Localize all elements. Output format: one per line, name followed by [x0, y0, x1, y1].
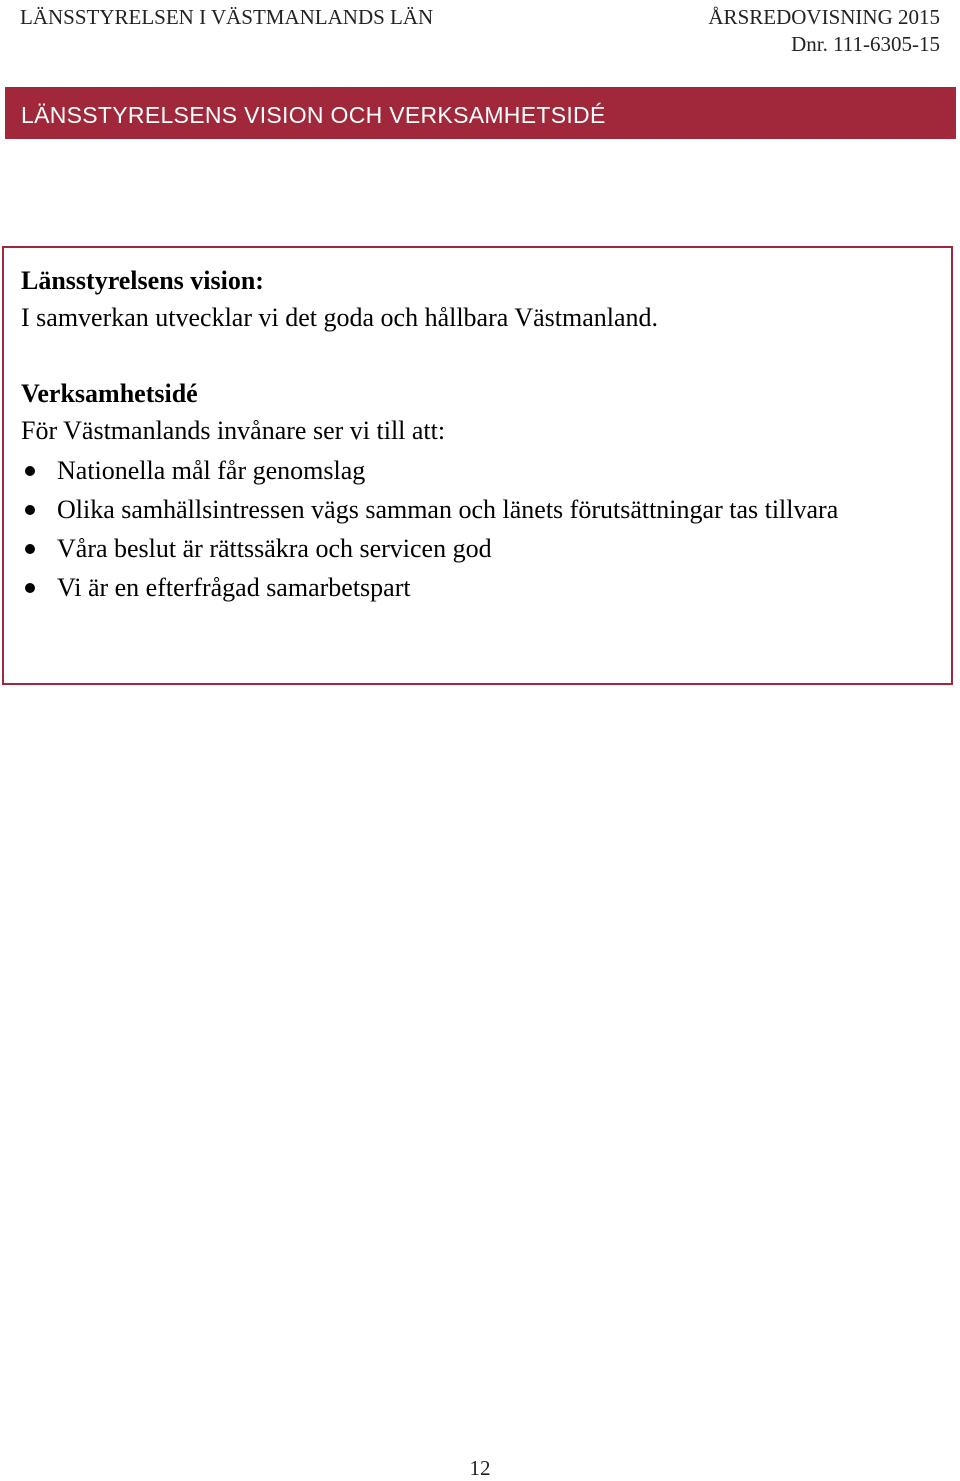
idea-bullet-list [21, 451, 941, 607]
header-report-title: ÅRSREDOVISNING 2015 [708, 5, 940, 29]
bullet-icon [25, 505, 35, 515]
list-item-text: Vi är en efterfrågad samarbetspart [57, 573, 411, 602]
bullet-icon [25, 544, 35, 554]
list-item-text: Nationella mål får genomslag [57, 456, 366, 485]
idea-heading: Verksamhetsidé [21, 379, 198, 408]
section-title: LÄNSSTYRELSENS VISION OCH VERKSAMHETSIDÉ [21, 101, 606, 128]
list-item-text: Våra beslut är rättssäkra och servicen god [57, 534, 492, 563]
page-number: 12 [469, 1456, 491, 1480]
list-item [21, 490, 941, 529]
vision-heading: Länsstyrelsens vision: [21, 266, 264, 295]
bullet-icon [25, 466, 35, 476]
list-item [21, 568, 941, 607]
list-item [21, 451, 941, 490]
header-organization: LÄNSSTYRELSEN I VÄSTMANLANDS LÄN [20, 5, 434, 29]
vision-text: I samverkan utvecklar vi det goda och hållbara Västmanland. [21, 303, 659, 332]
list-item-text: Olika samhällsintressen vägs samman och länets förutsättningar tas tillvara [57, 495, 839, 524]
vision-box-content [21, 262, 941, 607]
header-document-info [708, 4, 940, 58]
section-title-banner [5, 87, 956, 139]
header-reference-number: Dnr. 111-6305-15 [791, 32, 940, 56]
bullet-icon [25, 583, 35, 593]
vision-box [2, 246, 953, 685]
spacer [21, 336, 941, 375]
idea-intro: För Västmanlands invånare ser vi till att: [21, 416, 446, 445]
list-item [21, 529, 941, 568]
